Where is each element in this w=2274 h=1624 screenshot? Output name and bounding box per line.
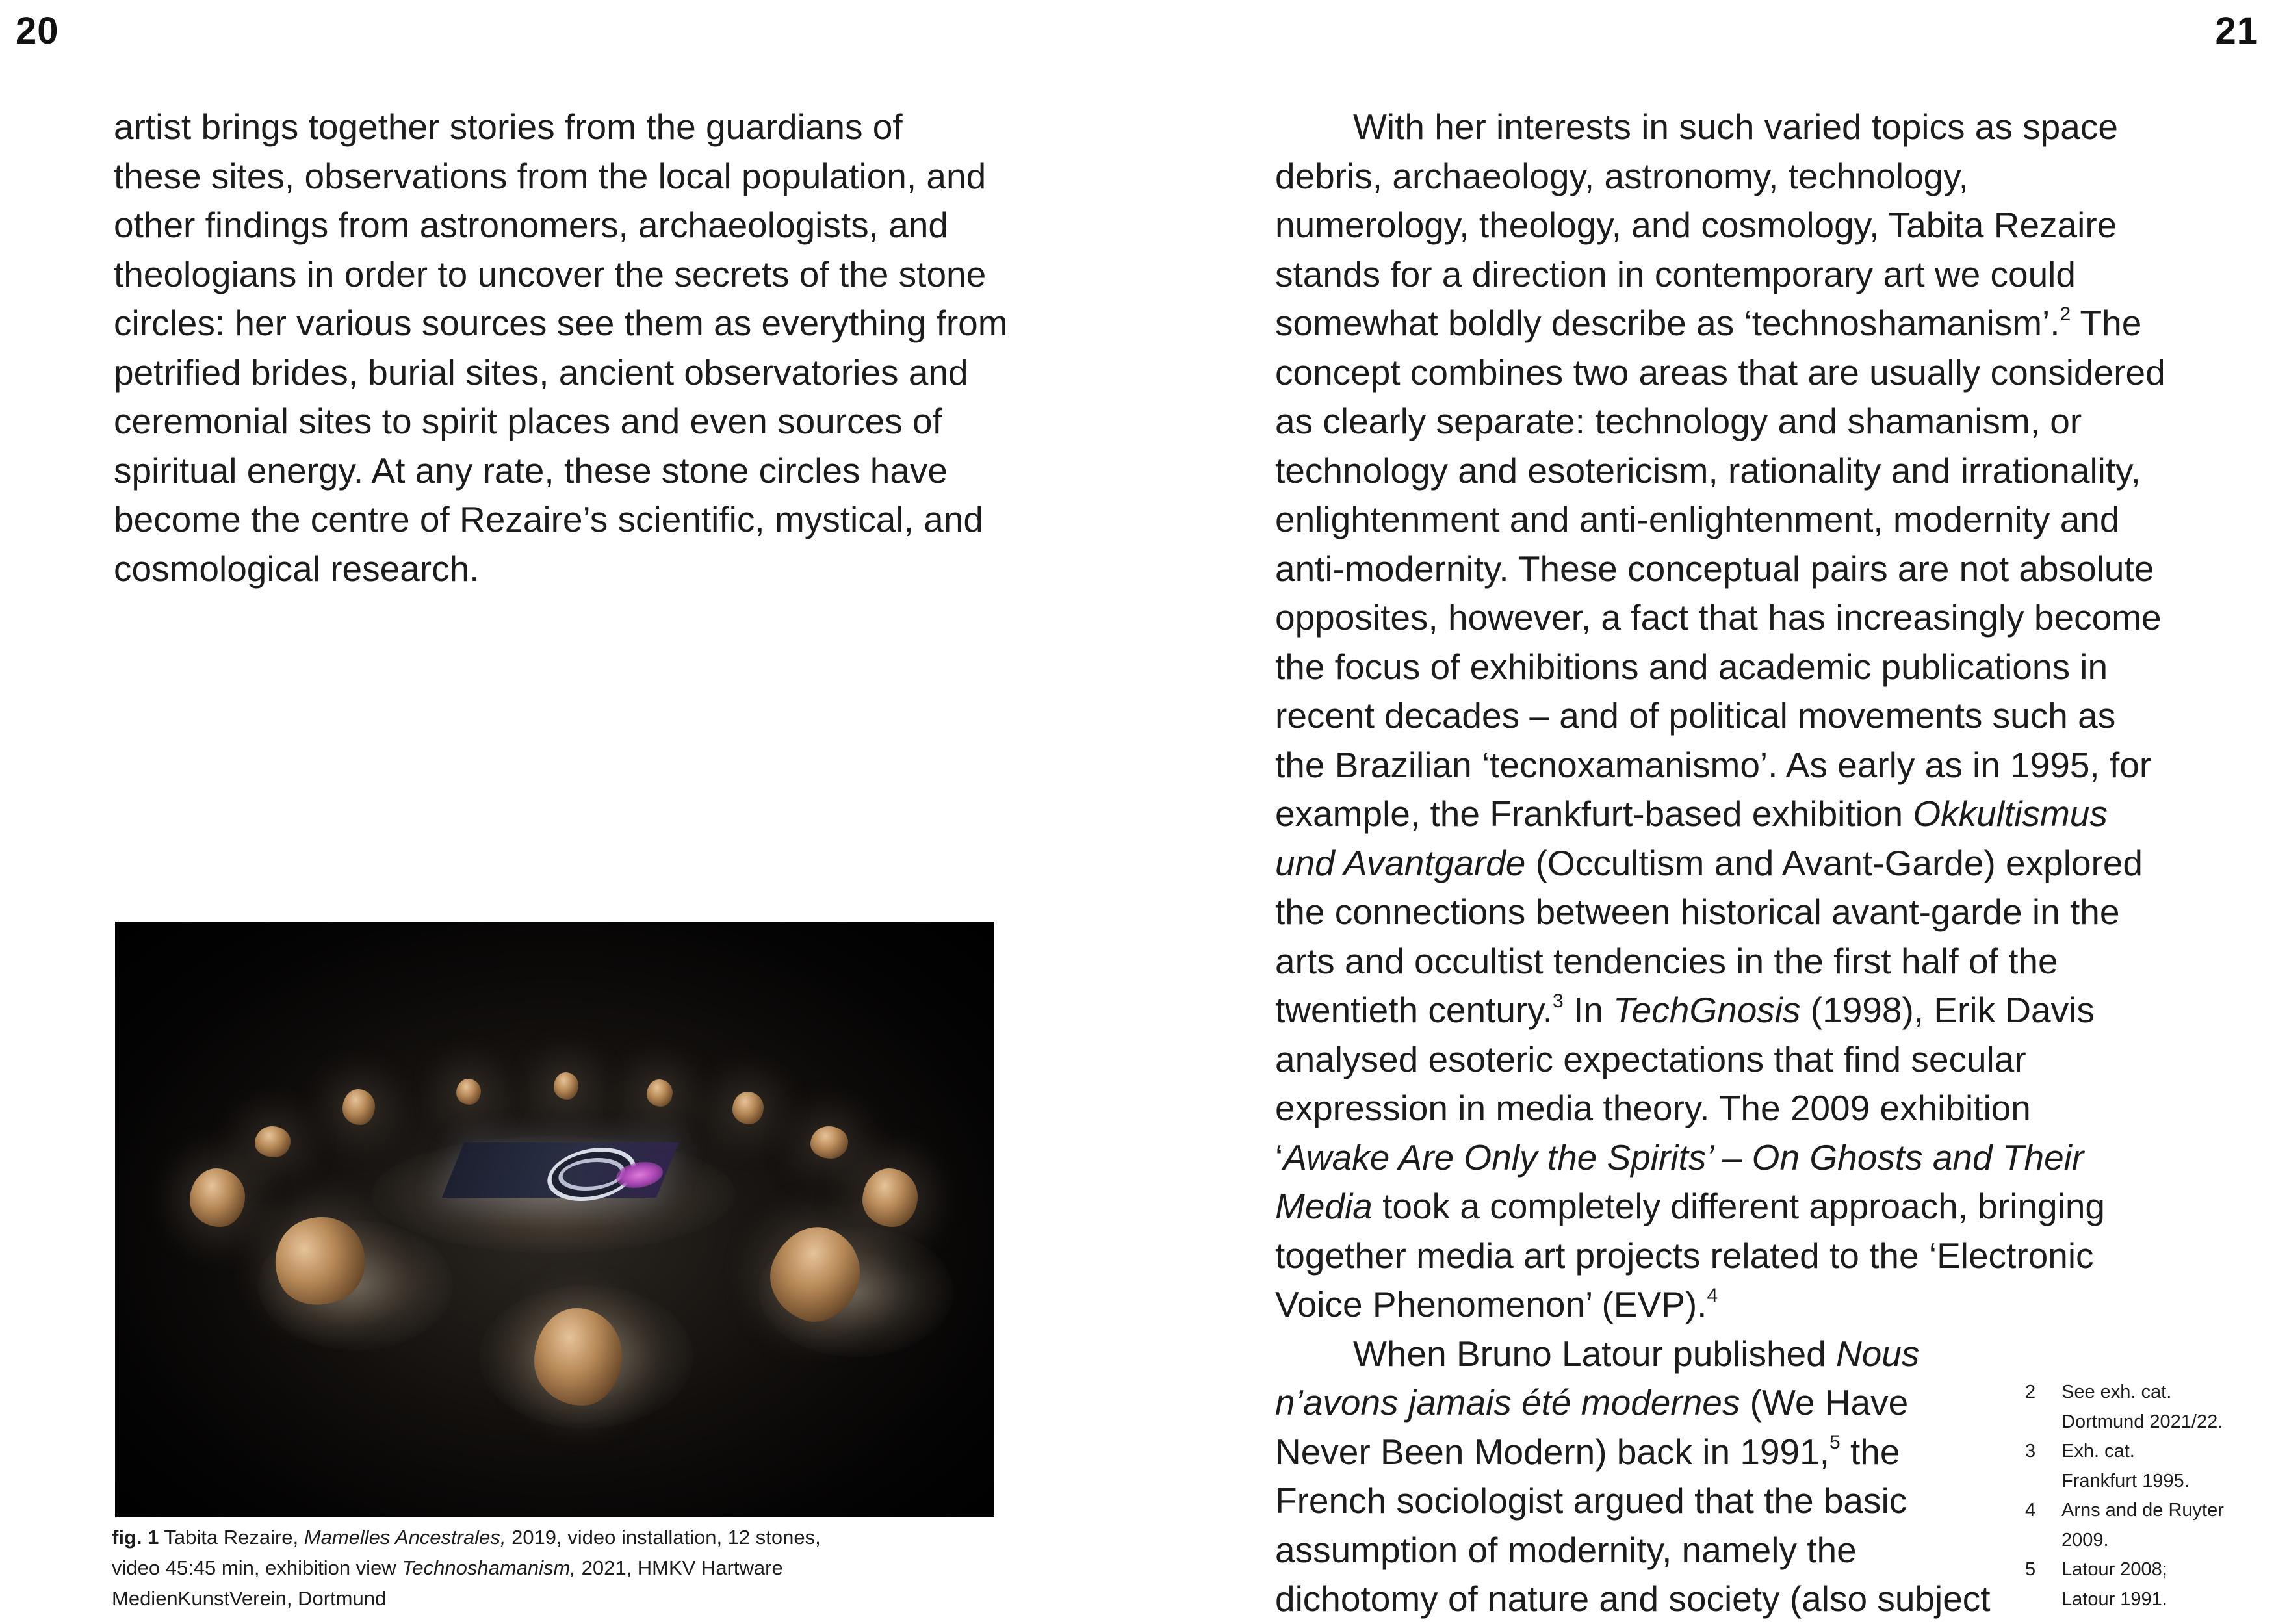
stone <box>342 1089 375 1125</box>
text-line: these sites, observations from the local population, and <box>114 155 987 196</box>
italic-title: Nous <box>1835 1333 1920 1374</box>
footnote <box>2025 1555 2224 1614</box>
footnote-number: 2 <box>2025 1382 2036 1402</box>
left-column-text <box>114 103 1008 593</box>
text-line: petrified brides, burial sites, ancient observatories and <box>114 352 968 393</box>
text-line: stands for a direction in contemporary art we could <box>1275 253 2076 294</box>
text-line: spiritual energy. At any rate, these stone circles have <box>114 450 948 491</box>
text-line: the focus of exhibitions and academic publications in <box>1275 646 2108 687</box>
text-segment: the <box>1840 1431 1900 1472</box>
footnote <box>2025 1496 2224 1555</box>
footnote-ref: 3 <box>1552 990 1564 1012</box>
text-line <box>1275 790 2165 839</box>
text-segment: Never Been Modern) back in 1991, <box>1275 1431 1829 1472</box>
caption-text: MedienKunstVerein, Dortmund <box>112 1587 387 1610</box>
text-line: cosmological research. <box>114 548 480 589</box>
italic-title: und Avantgarde <box>1275 842 1526 883</box>
caption-artwork-title: Mamelles Ancestrales, <box>304 1526 506 1549</box>
caption-text: video 45:45 min, exhibition view <box>112 1556 402 1579</box>
text-line <box>1275 1280 2165 1330</box>
text-line: anti-modernity. These conceptual pairs are not absolute <box>1275 548 2154 589</box>
text-line: debris, archaeology, astronomy, technology, <box>1275 155 1969 196</box>
stone <box>810 1126 848 1159</box>
text-segment: When Bruno Latour published <box>1353 1333 1836 1374</box>
stone <box>732 1092 764 1124</box>
stone <box>190 1168 245 1227</box>
text-line: technology and esotericism, rationality and irrationality, <box>1275 450 2141 491</box>
stone <box>862 1168 918 1227</box>
text-segment: The <box>2071 303 2142 343</box>
footnote-number: 5 <box>2025 1559 2036 1580</box>
footnote-number: 3 <box>2025 1441 2036 1462</box>
footnote-text: Latour 2008; <box>2061 1559 2167 1580</box>
footnote-ref: 5 <box>1829 1432 1841 1454</box>
footnote-text: 2009. <box>2061 1529 2109 1551</box>
text-line: expression in media theory. The 2009 exhibition <box>1275 1088 2031 1128</box>
text-line: assumption of modernity, namely the <box>1275 1529 1857 1570</box>
text-segment: (1998), Erik Davis <box>1800 990 2095 1030</box>
installation-photo <box>115 922 994 1517</box>
footnote-text: Latour 1991. <box>2061 1588 2167 1610</box>
stone <box>255 1126 291 1157</box>
caption-label: fig. 1 <box>112 1526 159 1549</box>
text-line <box>1275 986 2165 1035</box>
text-line: enlightenment and anti-enlightenment, modernity and <box>1275 499 2120 539</box>
page-number-right: 21 <box>2215 10 2258 52</box>
footnote-text: Exh. cat. <box>2061 1441 2135 1462</box>
italic-title: TechGnosis <box>1613 990 1801 1030</box>
text-segment: (Occultism and Avant-Garde) explored <box>1525 842 2143 883</box>
text-line: dichotomy of nature and society (also subject <box>1275 1579 1991 1619</box>
caption-text: Tabita Rezaire, <box>159 1526 304 1549</box>
text-line: become the centre of Rezaire’s scientific, mystical, and <box>114 499 983 539</box>
text-segment: Voice Phenomenon’ (EVP). <box>1275 1284 1707 1324</box>
text-line <box>1275 839 2165 888</box>
footnote-text: See exh. cat. <box>2061 1382 2172 1402</box>
text-line: the Brazilian ‘tecnoxamanismo’. As early as in 1995, for <box>1275 744 2152 785</box>
caption-exhibition-title: Technoshamanism, <box>402 1556 576 1579</box>
footnote <box>2025 1378 2224 1437</box>
page-number-left: 20 <box>16 10 59 52</box>
text-segment: ‘ <box>1275 1137 1284 1178</box>
footnote-text: Frankfurt 1995. <box>2061 1470 2190 1491</box>
text-segment: (We Have <box>1740 1382 1909 1423</box>
caption-text: 2021, HMKV Hartware <box>575 1556 783 1579</box>
caption-text: 2019, video installation, 12 stones, <box>506 1526 821 1549</box>
italic-title: n’avons jamais été modernes <box>1275 1382 1740 1423</box>
footnote-number: 4 <box>2025 1500 2036 1521</box>
text-line: numerology, theology, and cosmology, Tabita Rezaire <box>1275 205 2117 245</box>
text-line <box>1275 1330 2165 1379</box>
stone <box>534 1308 622 1406</box>
text-segment: somewhat boldly describe as ‘technoshamanism’. <box>1275 303 2060 343</box>
italic-title: Awake Are Only the Spirits’ – On Ghosts and Their <box>1283 1137 2084 1178</box>
italic-title: Okkultismus <box>1913 793 2108 834</box>
text-line: theologians in order to uncover the secrets of the stone <box>114 253 987 294</box>
text-line: opposites, however, a fact that has increasingly become <box>1275 597 2162 638</box>
text-line: With her interests in such varied topics as space <box>1353 107 2118 147</box>
text-line: concept combines two areas that are usually considered <box>1275 352 2165 393</box>
text-line: together media art projects related to the ‘Electronic <box>1275 1235 2094 1276</box>
text-line <box>1275 1133 2165 1183</box>
text-line: French sociologist argued that the basic <box>1275 1480 1907 1521</box>
text-segment: example, the Frankfurt-based exhibition <box>1275 793 1913 834</box>
text-line <box>1275 299 2165 348</box>
text-line: other findings from astronomers, archaeologists, and <box>114 205 948 245</box>
text-line: recent decades – and of political movements such as <box>1275 695 2116 736</box>
footnote <box>2025 1437 2224 1496</box>
text-segment: twentieth century. <box>1275 990 1553 1030</box>
text-line: ceremonial sites to spirit places and even sources of <box>114 401 942 441</box>
floor-projection-screen <box>442 1142 678 1198</box>
text-line: as clearly separate: technology and shamanism, or <box>1275 401 2082 441</box>
italic-title: Media <box>1275 1186 1373 1226</box>
stone <box>647 1079 673 1107</box>
text-line: circles: her various sources see them as everything from <box>114 303 1008 343</box>
footnotes <box>2025 1378 2224 1614</box>
footnote-text: Dortmund 2021/22. <box>2061 1411 2223 1432</box>
footnote-ref: 4 <box>1707 1284 1718 1306</box>
footnote-ref: 2 <box>2060 303 2071 325</box>
figure-caption <box>112 1522 1009 1614</box>
stone <box>554 1072 578 1100</box>
stone <box>456 1079 481 1105</box>
text-line: the connections between historical avant-garde in the <box>1275 892 2120 932</box>
text-line: analysed esoteric expectations that find secular <box>1275 1038 2026 1079</box>
text-segment: took a completely different approach, bringing <box>1372 1186 2105 1226</box>
text-line: arts and occultist tendencies in the first half of the <box>1275 940 2058 981</box>
text-segment: In <box>1563 990 1614 1030</box>
footnote-text: Arns and de Ruyter <box>2061 1500 2224 1521</box>
text-line: artist brings together stories from the guardians of <box>114 107 903 147</box>
text-line <box>1275 1182 2165 1231</box>
